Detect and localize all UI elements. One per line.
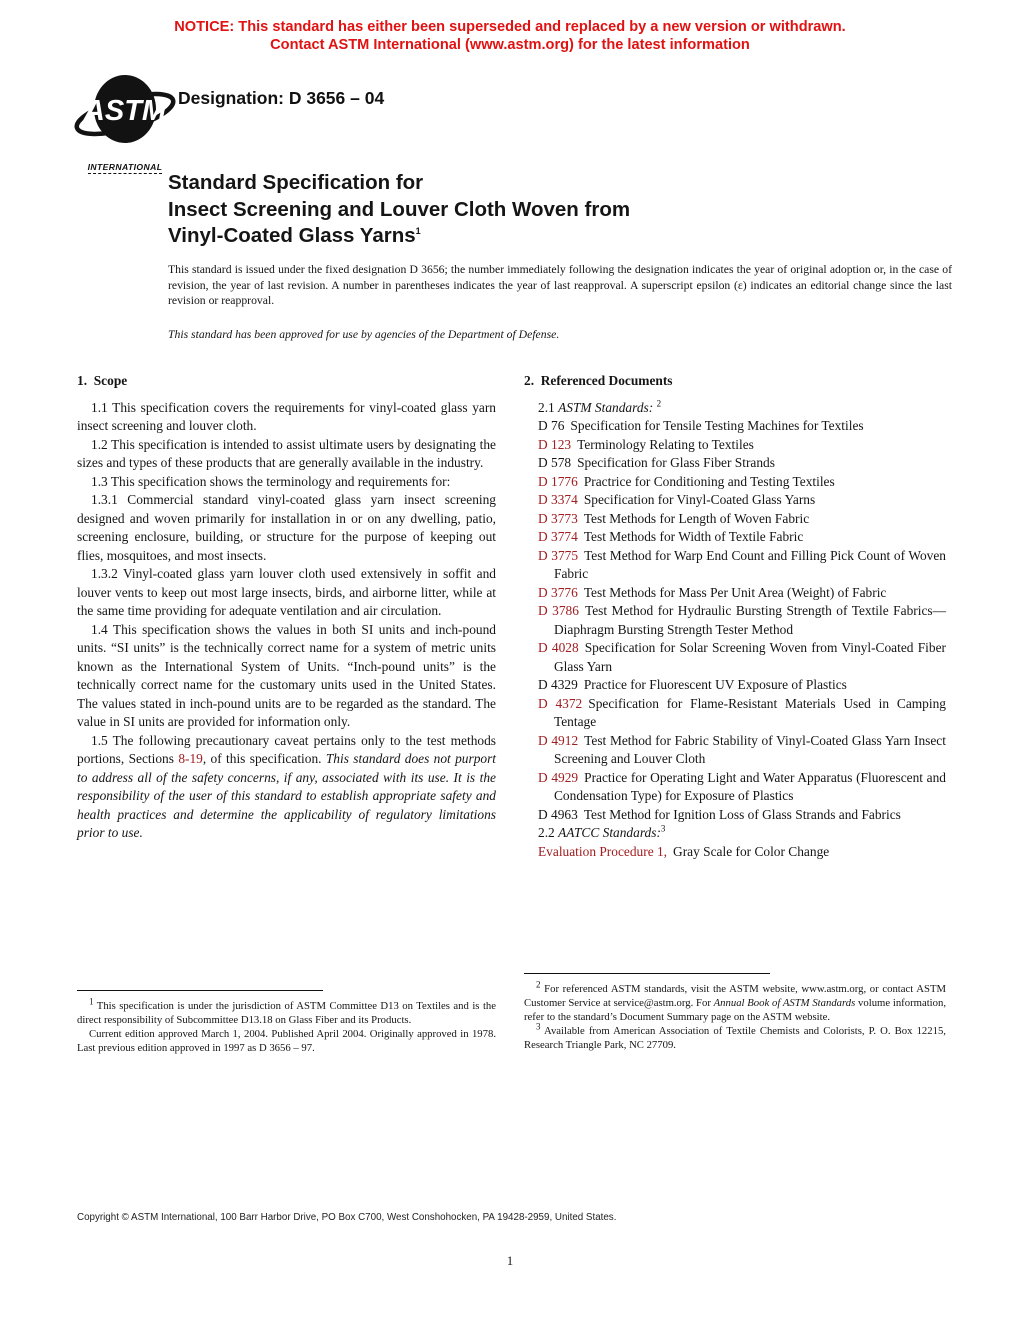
astm-globe-icon (73, 72, 177, 152)
designation: Designation: D 3656 – 04 (178, 88, 385, 108)
reference-code: D 4963 (538, 806, 578, 822)
reference-title: Test Method for Ignition Loss of Glass Strands and Fabrics (583, 806, 901, 822)
aatcc-standards-footnote-marker: 3 (660, 823, 666, 834)
reference-title: Specification for Vinyl-Coated Glass Yarns (583, 492, 816, 507)
reference-item (524, 547, 946, 584)
reference-item (524, 584, 946, 603)
reference-item (524, 602, 946, 639)
reference-item (524, 436, 946, 455)
notice-line-1: NOTICE: This standard has either been superseded and replaced by a new version or withdrawn. (174, 19, 846, 35)
clause-1-3-1: 1.3.1 Commercial standard vinyl-coated glass yarn insect screening designed and woven primarily for installation in or on any dwelling, patio, screening enclosure, building, or structure for the purpose of keeping out flies, mosquitoes, and most insects. (77, 492, 496, 563)
page-number: 1 (506, 1254, 514, 1268)
reference-title: Test Method for Hydraulic Bursting Strength of Textile Fabrics—Diaphragm Bursting Strength Tester Method (554, 603, 946, 637)
clause-1-5-mid: , of this specification. (202, 751, 326, 766)
reference-title: Test Method for Fabric Stability of Vinyl-Coated Glass Yarn Insect Screening and Louver Cloth (554, 732, 946, 766)
clause-1-5-lead: 1.5 The following precautionary caveat pertains only to the test methods portions, Sections (77, 732, 496, 766)
reference-item (524, 510, 946, 529)
reference-item (524, 732, 946, 769)
astm-logo (66, 72, 184, 175)
reference-title: Practice for Operating Light and Water Apparatus (Fluorescent and Condensation Type) for Exposure of Plastics (554, 769, 946, 803)
reference-title: Test Methods for Length of Woven Fabric (583, 510, 810, 526)
svg-text:ASTM: ASTM (83, 95, 167, 127)
issuing-preamble: This standard is issued under the fixed designation D 3656; the number immediately following the designation indicates the year of original adoption or, in the case of revision, the year of last revision. A number in parentheses indicates the year of last reapproval. A superscript epsilon (ε) indicates an editorial change since the last revision or reapproval. (168, 263, 952, 308)
right-column (524, 372, 946, 861)
footnote-3: $^3$ Available from American Association of Textile Chemists and Colorists, P. O. Box 12215, Research Triangle Park, NC 27709. (524, 1021, 946, 1051)
title-line-2: Insect Screening and Louver Cloth Woven from (168, 197, 631, 221)
reference-item (524, 491, 946, 510)
reference-code: D 4329 (538, 677, 578, 692)
clause-1-3: 1.3 This specification shows the terminology and requirements for: (91, 473, 451, 489)
left-column (77, 372, 496, 843)
reference-title: Specification for Glass Fiber Strands (577, 455, 775, 470)
reference-code[interactable]: D 3773 (538, 510, 578, 526)
scope-heading: 1. Scope (77, 373, 128, 388)
sections-8-19-link[interactable]: 8-19 (178, 751, 203, 766)
reference-code[interactable]: D 123 (538, 436, 572, 452)
reference-code[interactable]: D 4028 (538, 640, 579, 655)
reference-item (524, 676, 946, 695)
reference-code[interactable]: D 3786 (538, 603, 579, 618)
reference-item (524, 695, 946, 732)
footnote-1-continued: Current edition approved March 1, 2004. Published April 2004. Originally approved in 1978. Last previous edition approved in 1997 as D 3656 – 97. (77, 1027, 496, 1054)
clause-1-3-2: 1.3.2 Vinyl-coated glass yarn louver cloth used extensively in soffit and louver vents to keep out most large insects, birds, and airborne litter, while at the same time providing for adequate ventilation and air circulation. (77, 566, 496, 618)
clause-1-1: 1.1 This specification covers the requirements for vinyl-coated glass yarn insect screening and louver cloth. (77, 399, 496, 433)
reference-code[interactable]: D 4929 (538, 769, 579, 785)
clause-1-5-caveat: This standard does not purport to address all of the safety concerns, if any, associated with its use. It is the responsibility of the user of this standard to establish appropriate safety and health practices and determine the applicability of regulatory limitations prior to use. (77, 751, 497, 840)
reference-item (524, 473, 946, 492)
reference-code[interactable]: D 3374 (538, 492, 578, 507)
footnote-separator (524, 973, 770, 974)
footnote-2: $^2$ For referenced ASTM standards, visit the ASTM website, www.astm.org, or contact ASTM Customer Service at service@astm.org. For Annual Book of ASTM Standards volume information, refer to the standard’s Document Summary page on the ASTM website. (524, 979, 946, 1023)
reference-title: Specification for Solar Screening Woven from Vinyl-Coated Fiber Glass Yarn (554, 640, 946, 674)
clause-1-5 (77, 732, 496, 843)
reference-title: Test Methods for Mass Per Unit Area (Weight) of Fabric (583, 584, 887, 600)
notice-line-2: Contact ASTM International (www.astm.org) for the latest information (270, 36, 750, 53)
reference-item (524, 454, 946, 473)
footnote-1: $^1$ This specification is under the jurisdiction of ASTM Committee D13 on Textiles and is the direct responsibility of Subcommittee D13.18 on Glass Fiber and its Products. (77, 996, 497, 1026)
copyright-line: Copyright © ASTM International, 100 Barr Harbor Drive, PO Box C700, West Conshohocken, PA 19428-2959, United States. (77, 1212, 617, 1223)
footnote-separator (77, 990, 323, 991)
dod-approval-note: This standard has been approved for use by agencies of the Department of Defense. (168, 328, 560, 341)
reference-code[interactable]: D 1776 (538, 473, 578, 489)
right-footnotes (524, 973, 946, 1053)
evaluation-procedure-link[interactable]: Evaluation Procedure 1, (538, 843, 668, 859)
reference-title: Practrice for Conditioning and Testing Textiles (583, 473, 835, 489)
title-line-1: Standard Specification for (168, 171, 424, 194)
reference-item (524, 417, 946, 436)
reference-code: D 76 (538, 418, 565, 433)
reference-item (524, 769, 946, 806)
reference-item (524, 843, 946, 862)
reference-title: Test Methods for Width of Textile Fabric (583, 529, 804, 544)
reference-title: Practice for Fluorescent UV Exposure of Plastics (583, 677, 847, 692)
reference-title: Specification for Tensile Testing Machines for Textiles (570, 418, 864, 433)
reference-code[interactable]: D 4912 (538, 732, 579, 748)
clause-1-2: 1.2 This specification is intended to assist ultimate users by designating the sizes and types of these products that are generally available in the industry. (77, 436, 496, 470)
reference-code[interactable]: D 3775 (538, 547, 579, 563)
reference-title: Terminology Relating to Textiles (577, 436, 754, 452)
reference-item (524, 639, 946, 676)
reference-code[interactable]: D 3774 (538, 529, 578, 544)
reference-title: Specification for Flame-Resistant Materials Used in Camping Tentage (554, 695, 946, 729)
reference-item (524, 528, 946, 547)
title-footnote-marker: 1 (415, 226, 421, 237)
reference-title: Test Method for Warp End Count and Filling Pick Count of Woven Fabric (554, 547, 946, 581)
clause-1-4: 1.4 This specification shows the values in both SI units and inch-pound units. “SI units” is the technically correct name for a system of metric units known as the International System of Units. “Inch-pound units” is the technically correct name for the customary units used in the United States. The values stated in inch-pound units are to be regarded as the standard. The value in SI units are provided for information only. (77, 621, 496, 729)
left-footnotes (77, 990, 496, 1056)
supersession-notice (0, 19, 1020, 54)
astm-standards-subheading: 2.1 ASTM Standards: $^2$ (538, 398, 662, 415)
reference-code: D 578 (538, 455, 572, 470)
astm-standards-footnote-marker: 2 (656, 398, 662, 409)
aatcc-standards-subheading: 2.2 AATCC Standards:$^3$ (538, 823, 666, 840)
page-title (168, 170, 630, 250)
reference-item (524, 806, 946, 825)
reference-code[interactable]: D 3776 (538, 584, 578, 600)
title-line-3: Vinyl-Coated Glass Yarns$^1$ (168, 224, 421, 247)
reference-code[interactable]: D 4372 (538, 695, 583, 711)
reference-title: Gray Scale for Color Change (673, 843, 830, 859)
referenced-documents-heading: 2. Referenced Documents (524, 373, 673, 388)
logo-international-label: INTERNATIONAL (87, 162, 163, 172)
